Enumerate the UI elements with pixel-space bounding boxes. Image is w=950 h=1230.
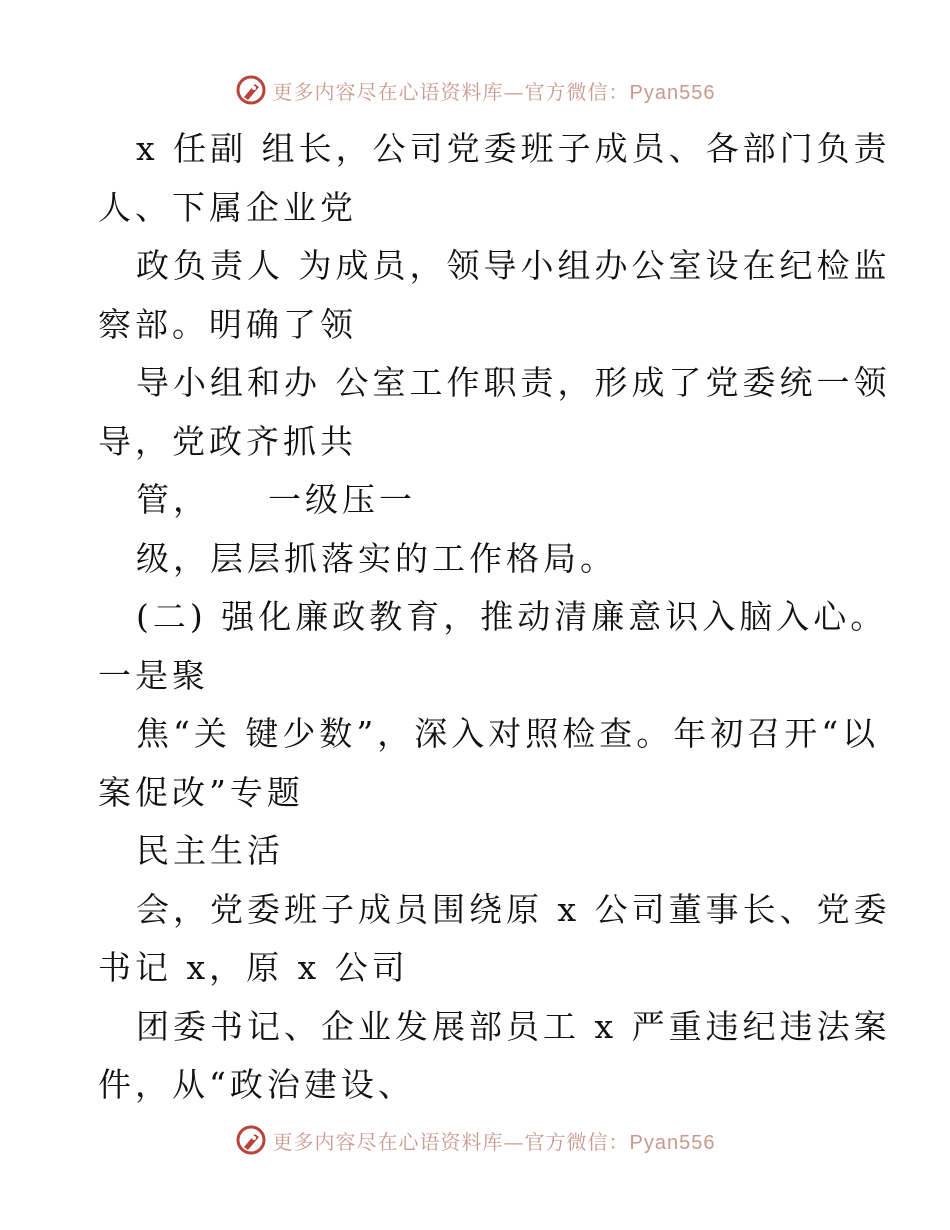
- body-line: 察部。明确了领: [98, 304, 357, 344]
- body-line: 会，党委班子成员围绕原 x 公司董事长、党委: [136, 889, 891, 929]
- header-watermark: [0, 70, 950, 110]
- watermark-wechat-id: Pyan556: [629, 81, 716, 104]
- pen-nib-seal-icon: [235, 1124, 267, 1156]
- body-line: 团委书记、企业发展部员工 x 严重违纪违法案: [136, 1006, 891, 1046]
- watermark-text: 更多内容尽在心语资料库—官方微信：Pyan556: [272, 1129, 716, 1154]
- body-line: 人、下属企业党: [98, 187, 357, 227]
- body-line: x 任副 组长，公司党委班子成员、各部门负责: [136, 129, 891, 168]
- body-line: 导小组和办 公室工作职责，形成了党委统一领: [136, 363, 891, 402]
- body-line: 导，党政齐抓共: [98, 421, 357, 461]
- body-line: 级，层层抓落实的工作格局。: [136, 538, 617, 578]
- body-line: 案促改”专题: [98, 772, 304, 812]
- footer-watermark: [0, 1120, 950, 1160]
- body-line: 书记 x，原 x 公司: [98, 948, 409, 987]
- watermark-text: 更多内容尽在心语资料库—官方微信：Pyan556: [272, 79, 716, 104]
- watermark-wechat-id: Pyan556: [629, 1131, 716, 1154]
- body-line: (二) 强化廉政教育，推动清廉意识入脑入心。: [136, 597, 888, 636]
- body-line: 件，从“政治建设、: [98, 1065, 415, 1104]
- body-line: 民主生活: [136, 831, 284, 870]
- document-body: [98, 120, 891, 1115]
- body-line: 焦“关 键少数”，深入对照检查。年初召开“以: [136, 714, 880, 753]
- body-line: 管， 一级压一: [136, 480, 416, 519]
- body-line: 一是聚: [98, 655, 209, 695]
- body-line: 政负责人 为成员，领导小组办公室设在纪检监: [136, 246, 891, 285]
- pen-nib-seal-icon: [235, 74, 267, 106]
